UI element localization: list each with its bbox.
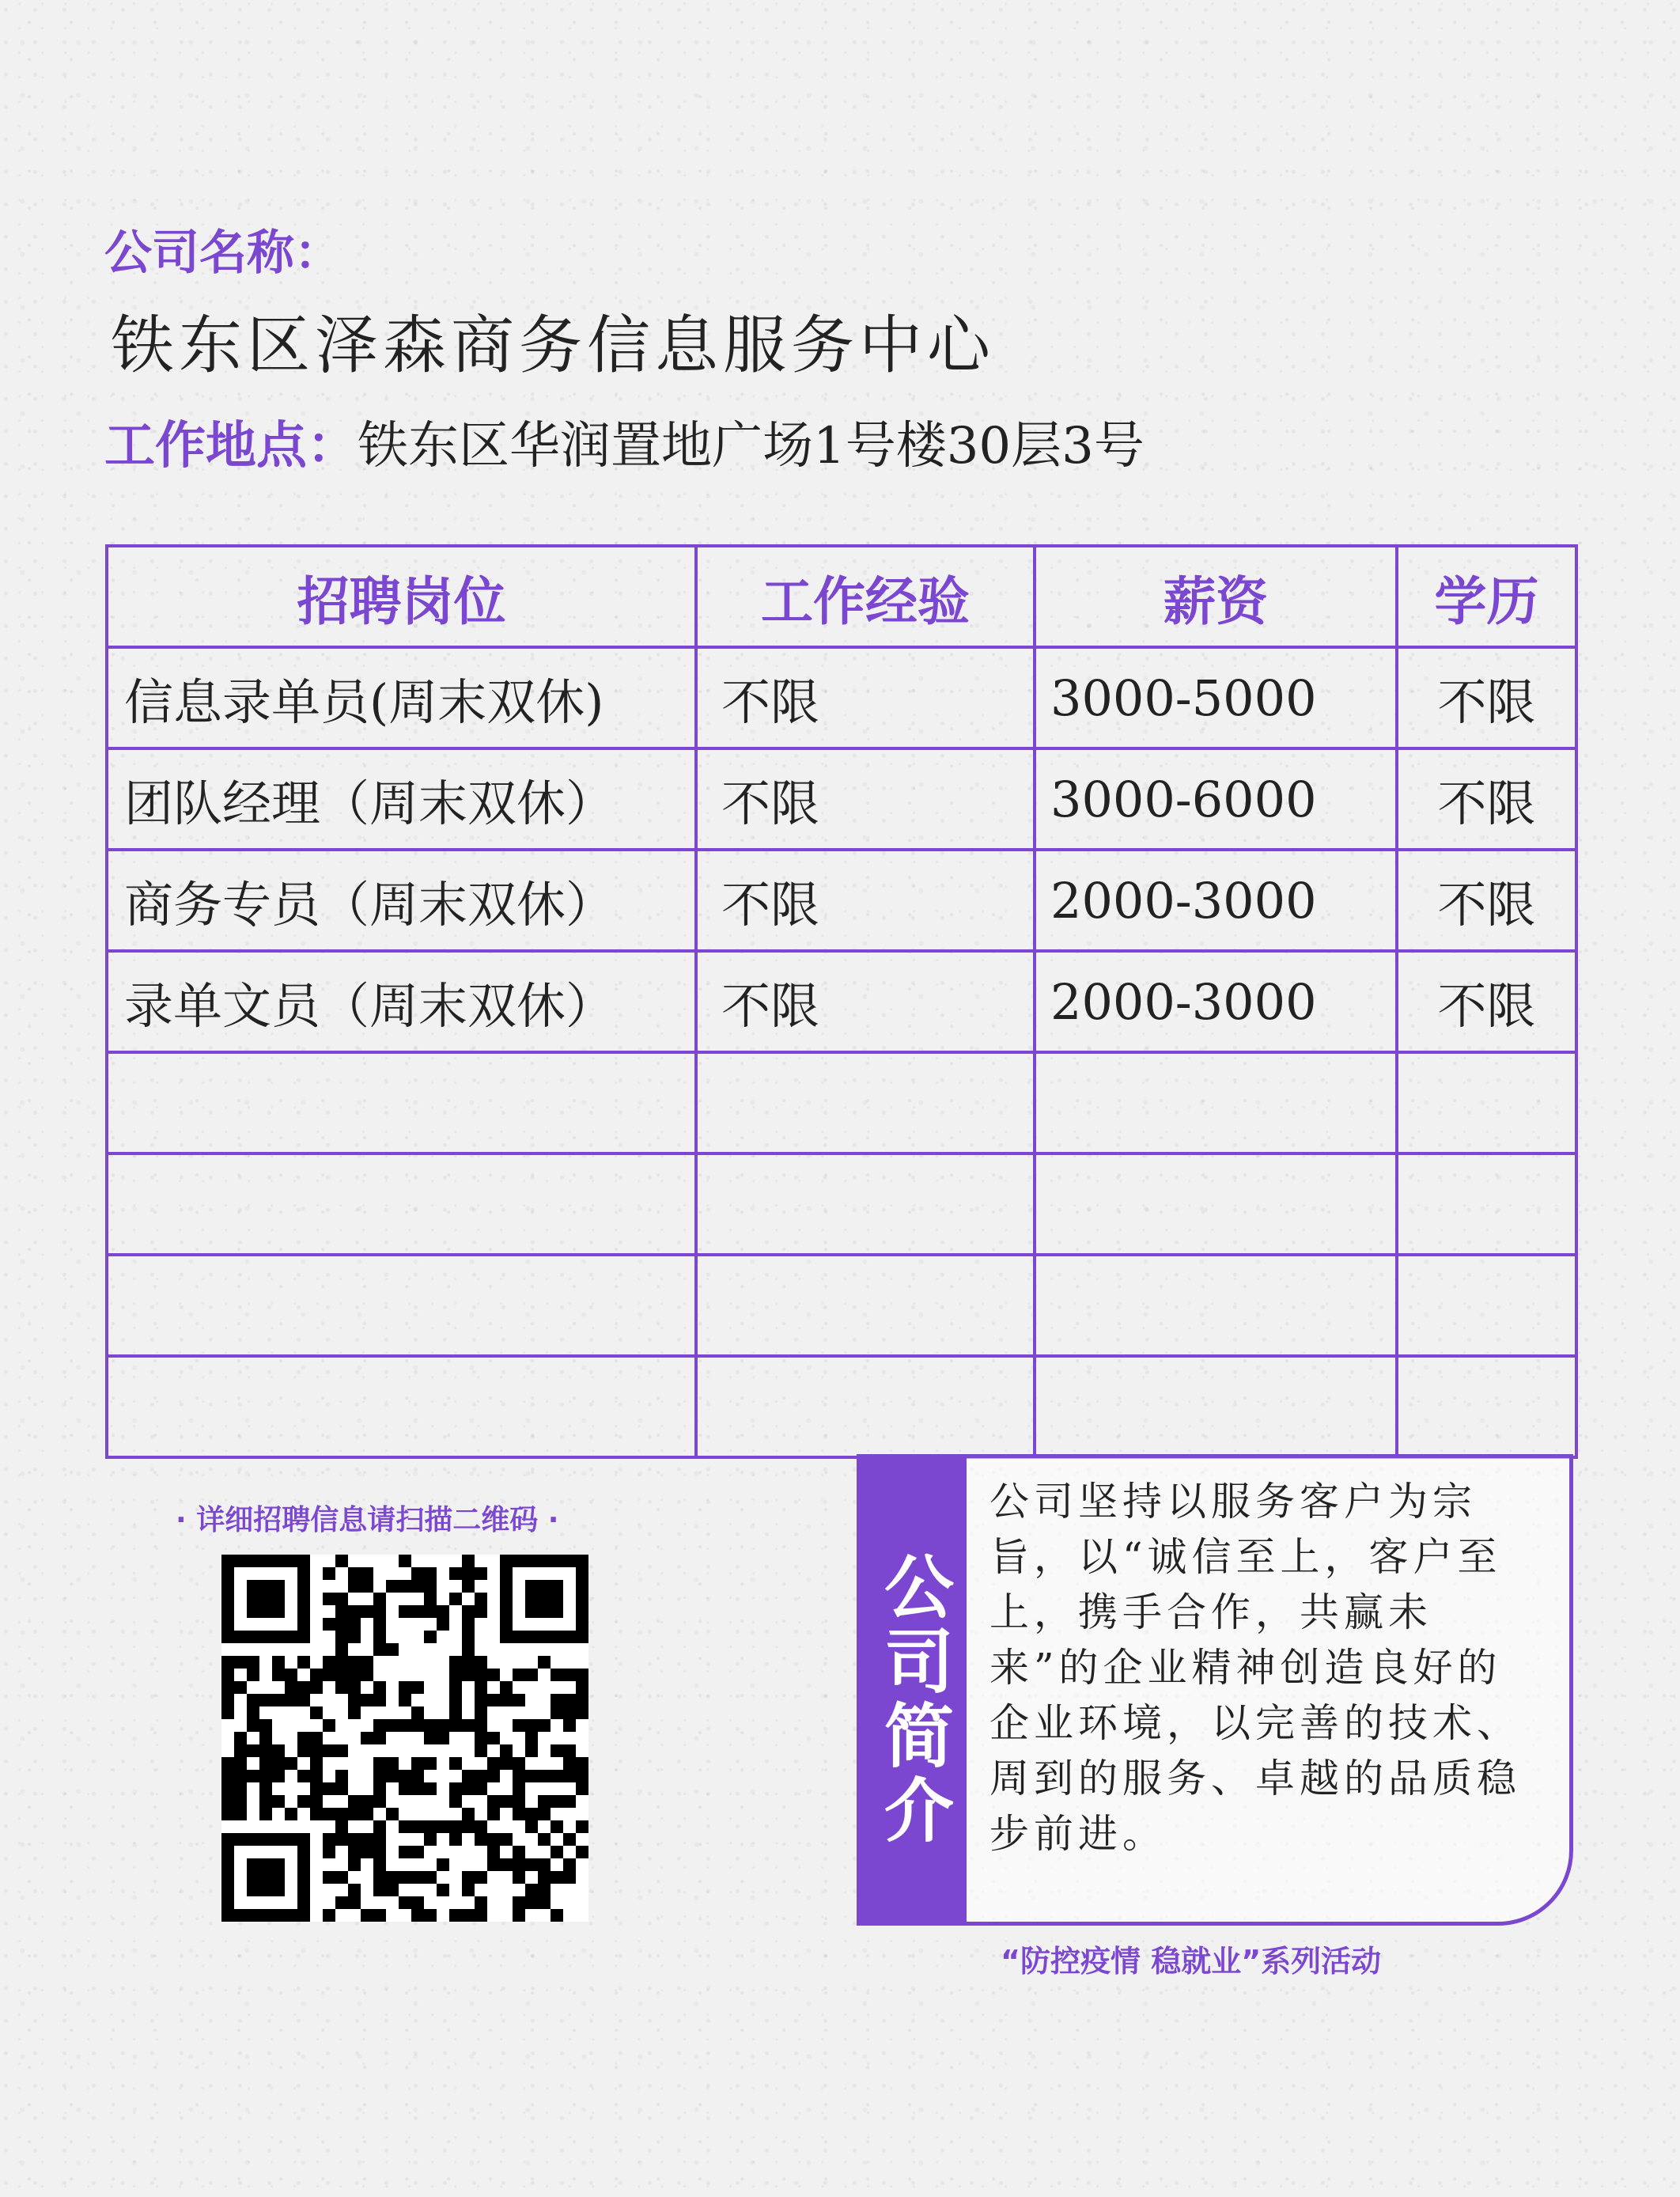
header-education: 学历	[1397, 546, 1576, 647]
table-row	[107, 1356, 1576, 1457]
cell-position: 信息录单员(周末双休)	[107, 647, 696, 748]
cell-salary: 3000-6000	[1035, 748, 1397, 850]
cell-experience: 不限	[696, 748, 1035, 850]
cell-empty	[1035, 1356, 1397, 1457]
header-salary: 薪资	[1035, 546, 1397, 647]
qr-code-image[interactable]	[221, 1555, 588, 1922]
cell-education: 不限	[1397, 951, 1576, 1052]
cell-empty	[1397, 1153, 1576, 1255]
cell-empty	[1397, 1356, 1576, 1457]
location-row	[104, 405, 1145, 478]
table-row	[107, 647, 1576, 748]
company-intro-box	[857, 1454, 1573, 1926]
cell-experience: 不限	[696, 850, 1035, 951]
cell-empty	[696, 1153, 1035, 1255]
jobs-table	[105, 544, 1578, 1459]
cell-experience: 不限	[696, 951, 1035, 1052]
table-row	[107, 850, 1576, 951]
table-row	[107, 1153, 1576, 1255]
company-label: 公司名称：	[104, 225, 342, 281]
table-row	[107, 951, 1576, 1052]
cell-empty	[107, 1255, 696, 1356]
cell-empty	[1035, 1153, 1397, 1255]
cell-empty	[107, 1356, 696, 1457]
cell-empty	[696, 1255, 1035, 1356]
table-row	[107, 748, 1576, 850]
company-name: 铁东区泽森商务信息服务中心	[111, 309, 995, 382]
cell-empty	[696, 1356, 1035, 1457]
footer-tagline: “防控疫情 稳就业”系列活动	[1001, 1944, 1382, 1979]
header-experience: 工作经验	[696, 546, 1035, 647]
cell-position: 录单文员（周末双休）	[107, 951, 696, 1052]
location-label: 工作地点：	[104, 417, 358, 475]
intro-text: 公司坚持以服务客户为宗旨，以“诚信至上，客户至上，携手合作，共赢未来”的企业精神创造良好的企业环境，以完善的技术、周到的服务、卓越的品质稳步前进。	[989, 1479, 1521, 1857]
cell-empty	[107, 1052, 696, 1153]
cell-empty	[1397, 1255, 1576, 1356]
cell-empty	[1397, 1052, 1576, 1153]
cell-education: 不限	[1397, 647, 1576, 748]
cell-salary: 2000-3000	[1035, 850, 1397, 951]
intro-title: 公司简介	[873, 1551, 955, 1848]
cell-experience: 不限	[696, 647, 1035, 748]
cell-empty	[1035, 1255, 1397, 1356]
location-value: 铁东区华润置地广场1号楼30层3号	[358, 417, 1145, 475]
table-row	[107, 1255, 1576, 1356]
table-row	[107, 1052, 1576, 1153]
header-position: 招聘岗位	[107, 546, 696, 647]
cell-salary: 2000-3000	[1035, 951, 1397, 1052]
cell-position: 团队经理（周末双休）	[107, 748, 696, 850]
qr-caption: · 详细招聘信息请扫描二维码 ·	[176, 1504, 559, 1536]
cell-education: 不限	[1397, 850, 1576, 951]
table-header-row	[107, 546, 1576, 647]
cell-empty	[1035, 1052, 1397, 1153]
cell-position: 商务专员（周末双休）	[107, 850, 696, 951]
cell-education: 不限	[1397, 748, 1576, 850]
cell-empty	[696, 1052, 1035, 1153]
cell-salary: 3000-5000	[1035, 647, 1397, 748]
cell-empty	[107, 1153, 696, 1255]
